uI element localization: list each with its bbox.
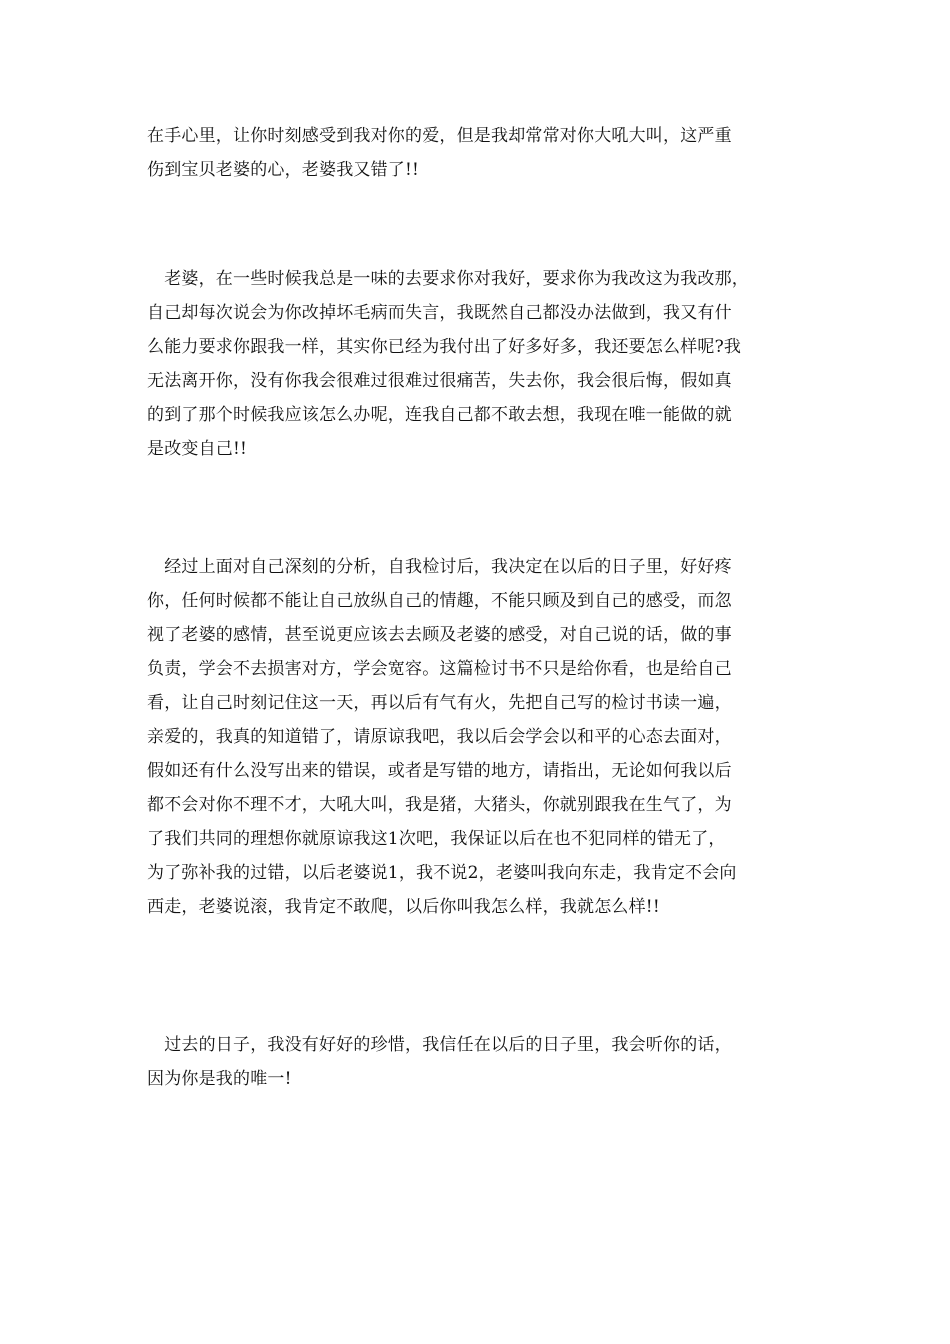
paragraph-3	[147, 550, 817, 924]
text-line: 过去的日子，我没有好好的珍惜，我信任在以后的日子里，我会听你的话，	[147, 1035, 732, 1055]
paragraph-4	[147, 1028, 817, 1096]
text-line: 负责，学会不去损害对方，学会宽容。这篇检讨书不只是给你看，也是给自己	[147, 659, 732, 679]
text-line: 因为你是我的唯一!	[147, 1069, 292, 1089]
text-line: 么能力要求你跟我一样，其实你已经为我付出了好多好多，我还要怎么样呢?我	[147, 337, 742, 357]
text-line: 经过上面对自己深刻的分析，自我检讨后，我决定在以后的日子里，好好疼	[147, 557, 732, 577]
text-line: 自己却每次说会为你改掉坏毛病而失言，我既然自己都没办法做到，我又有什	[147, 303, 732, 323]
text-line: 看，让自己时刻记住这一天，再以后有气有火，先把自己写的检讨书读一遍，	[147, 693, 732, 713]
text-line: 为了弥补我的过错，以后老婆说1，我不说2，老婆叫我向东走，我肯定不会向	[147, 863, 737, 883]
text-line: 无法离开你，没有你我会很难过很难过很痛苦，失去你，我会很后悔，假如真	[147, 371, 732, 391]
paragraph-2	[147, 262, 817, 466]
text-line: 都不会对你不理不才，大吼大叫，我是猪，大猪头，你就别跟我在生气了，为	[147, 795, 732, 815]
paragraph-1	[147, 119, 817, 187]
text-line: 西走，老婆说滚，我肯定不敢爬，以后你叫我怎么样，我就怎么样!!	[147, 897, 660, 917]
text-line: 在手心里，让你时刻感受到我对你的爱，但是我却常常对你大吼大叫，这严重	[147, 126, 732, 146]
text-line: 了我们共同的理想你就原谅我这1次吧，我保证以后在也不犯同样的错无了，	[147, 829, 726, 849]
text-line: 亲爱的，我真的知道错了，请原谅我吧，我以后会学会以和平的心态去面对，	[147, 727, 732, 747]
text-line: 是改变自己!!	[147, 439, 248, 459]
text-line: 老婆，在一些时候我总是一味的去要求你对我好，要求你为我改这为我改那，	[147, 269, 749, 289]
text-line: 的到了那个时候我应该怎么办呢，连我自己都不敢去想，我现在唯一能做的就	[147, 405, 732, 425]
text-line: 你，任何时候都不能让自己放纵自己的情趣，不能只顾及到自己的感受，而忽	[147, 591, 732, 611]
text-line: 假如还有什么没写出来的错误，或者是写错的地方，请指出，无论如何我以后	[147, 761, 732, 781]
text-line: 伤到宝贝老婆的心，老婆我又错了!!	[147, 160, 420, 180]
text-line: 视了老婆的感情，甚至说更应该去去顾及老婆的感受，对自己说的话，做的事	[147, 625, 732, 645]
